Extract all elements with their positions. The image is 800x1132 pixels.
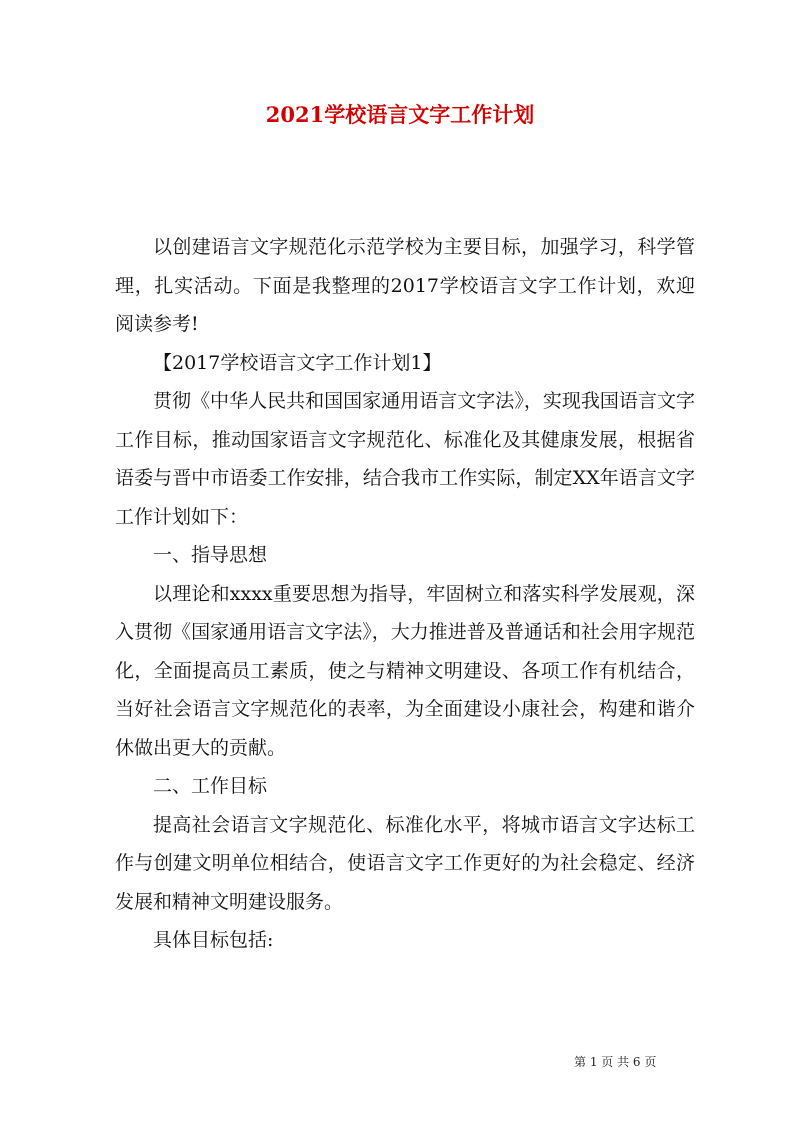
page-number: 第 1 页 共 6 页: [574, 1055, 657, 1069]
document-body: [115, 228, 695, 960]
paragraph-specific-goals: 具体目标包括:: [153, 929, 274, 951]
paragraph-plan-heading: 【2017学校语言文字工作计划1】: [153, 351, 442, 374]
paragraph-work-goals: 提高社会语言文字规范化、标准化水平，将城市语言文字达标工作与创建文明单位相结合，使语言文字工作更好的为社会稳定、经济发展和精神文明建设服务。: [115, 813, 695, 913]
paragraph-intro: 以创建语言文字规范化示范学校为主要目标，加强学习，科学管理，扎实活动。下面是我整理的2017学校语言文字工作计划，欢迎阅读参考!: [115, 236, 695, 335]
section-heading-guiding-ideology: 一、指导思想: [153, 544, 268, 566]
paragraph-implementation: 贯彻《中华人民共和国国家通用语言文字法》，实现我国语言文字工作目标，推动国家语言文字规范化、标准化及其健康发展，根据省语委与晋中市语委工作安排，结合我市工作实际，制定XX年语言文字工作计划如下：: [115, 390, 695, 528]
page-title: 2021学校语言文字工作计划: [265, 102, 535, 127]
section-heading-work-goals: 二、工作目标: [153, 775, 268, 797]
paragraph-guiding-ideology: 以理论和xxxx重要思想为指导，牢固树立和落实科学发展观，深入贯彻《国家通用语言文字法》，大力推进普及普通话和社会用字规范化，全面提高员工素质，使之与精神文明建设、各项工作有机结合，当好社会语言文字规范化的表率，为全面建设小康社会，构建和谐介休做出更大的贡献。: [115, 582, 695, 759]
